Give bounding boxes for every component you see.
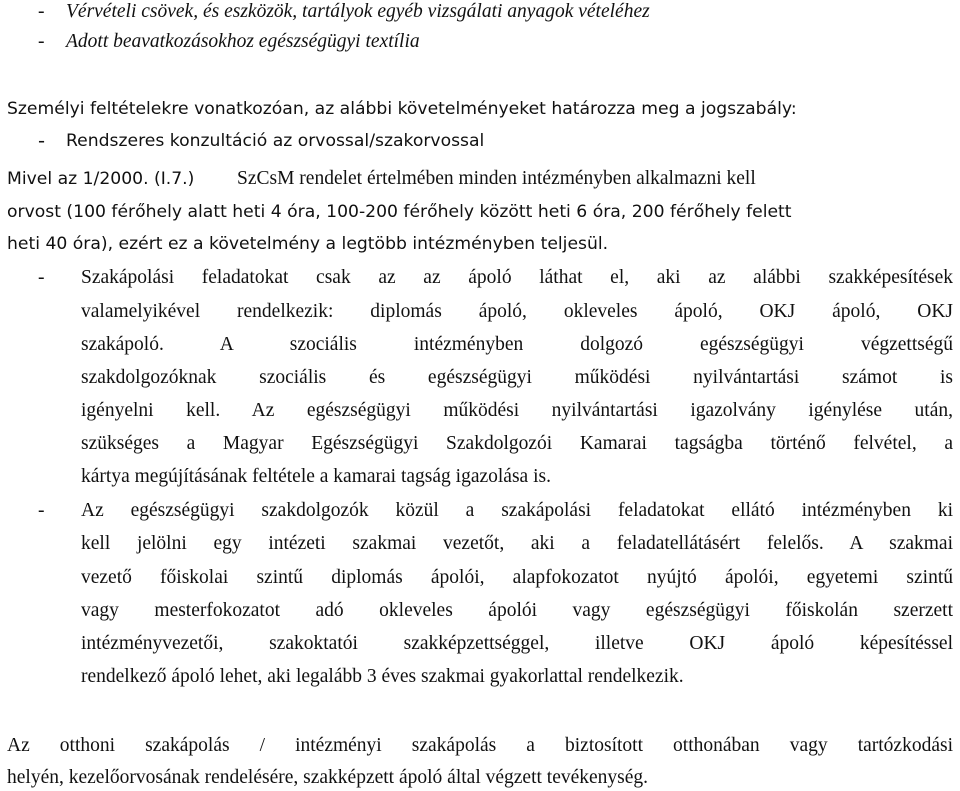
decree-line-1-prefix: Mivel az 1/2000. (I.7.)	[7, 169, 195, 189]
home-care-line: Az otthoni szakápolás / intézményi szakápolás a biztosított otthonában vagy tartózkodási	[7, 735, 953, 756]
list-item-textiles: Adott beavatkozásokhoz egészségügyi textília	[66, 31, 420, 52]
leader-line: Az egészségügyi szakdolgozók közül a szakápolási feladatokat ellátó intézményben ki	[81, 500, 953, 521]
leader-line: intézményvezetői, szakoktatói szakképzettséggel, illetve OKJ ápoló képesítéssel	[81, 633, 953, 654]
nursing-line: szakápoló. A szociális intézményben dolgozó egészségügyi végzettségű	[81, 334, 953, 355]
nursing-line: igényelni kell. Az egészségügyi működési nyilvántartási igazolvány igénylése után,	[81, 400, 953, 421]
leader-line: vezető főiskolai szintű diplomás ápolói, alapfokozatot nyújtó ápolói, egyetemi szintű	[81, 567, 953, 588]
list-dash: -	[38, 31, 45, 52]
home-care-line-last: helyén, kezelőorvosának rendelésére, szakképzett ápoló által végzett tevékenység.	[7, 767, 649, 788]
decree-line-3: heti 40 óra), ezért ez a követelmény a legtöbb intézményben teljesül.	[7, 234, 609, 254]
list-dash: -	[38, 129, 46, 152]
list-item-blood-collection: Vérvételi csövek, és eszközök, tartályok egyéb vizsgálati anyagok vételéhez	[66, 1, 650, 22]
nursing-line: Szakápolási feladatokat csak az az ápoló láthat el, aki az alábbi szakképesítések	[81, 267, 953, 288]
leader-line-last: rendelkező ápoló lehet, aki legalább 3 éves szakmai gyakorlattal rendelkezik.	[81, 666, 684, 687]
leader-line: vagy mesterfokozatot adó okleveles ápolói vagy egészségügyi főiskolán szerzett	[81, 600, 953, 621]
decree-line-2: orvost (100 férőhely alatt heti 4 óra, 100-200 férőhely között heti 6 óra, 200 férőhely felett	[7, 202, 792, 222]
nursing-line: valamelyikével rendelkezik: diplomás ápoló, okleveles ápoló, OKJ ápoló, OKJ	[81, 301, 953, 322]
leader-line: kell jelölni egy intézeti szakmai vezetőt, aki a feladatellátásért felelős. A szakmai	[81, 533, 953, 554]
nursing-line: szakdolgozóknak szociális és egészségügyi működési nyilvántartási számot is	[81, 367, 953, 388]
list-dash: -	[38, 267, 45, 288]
nursing-line: szükséges a Magyar Egészségügyi Szakdolgozói Kamarai tagságba történő felvétel, a	[81, 433, 953, 454]
personal-requirements-intro: Személyi feltételekre vonatkozóan, az alábbi követelményeket határozza meg a jogszabály:	[7, 99, 797, 119]
nursing-line-last: kártya megújításának feltétele a kamarai tagság igazolása is.	[81, 466, 551, 487]
decree-line-1-rest: SzCsM rendelet értelmében minden intézményben alkalmazni kell	[237, 168, 756, 189]
list-dash: -	[38, 500, 45, 521]
list-item-consultation: Rendszeres konzultáció az orvossal/szakorvossal	[66, 131, 485, 151]
list-dash: -	[38, 1, 45, 22]
